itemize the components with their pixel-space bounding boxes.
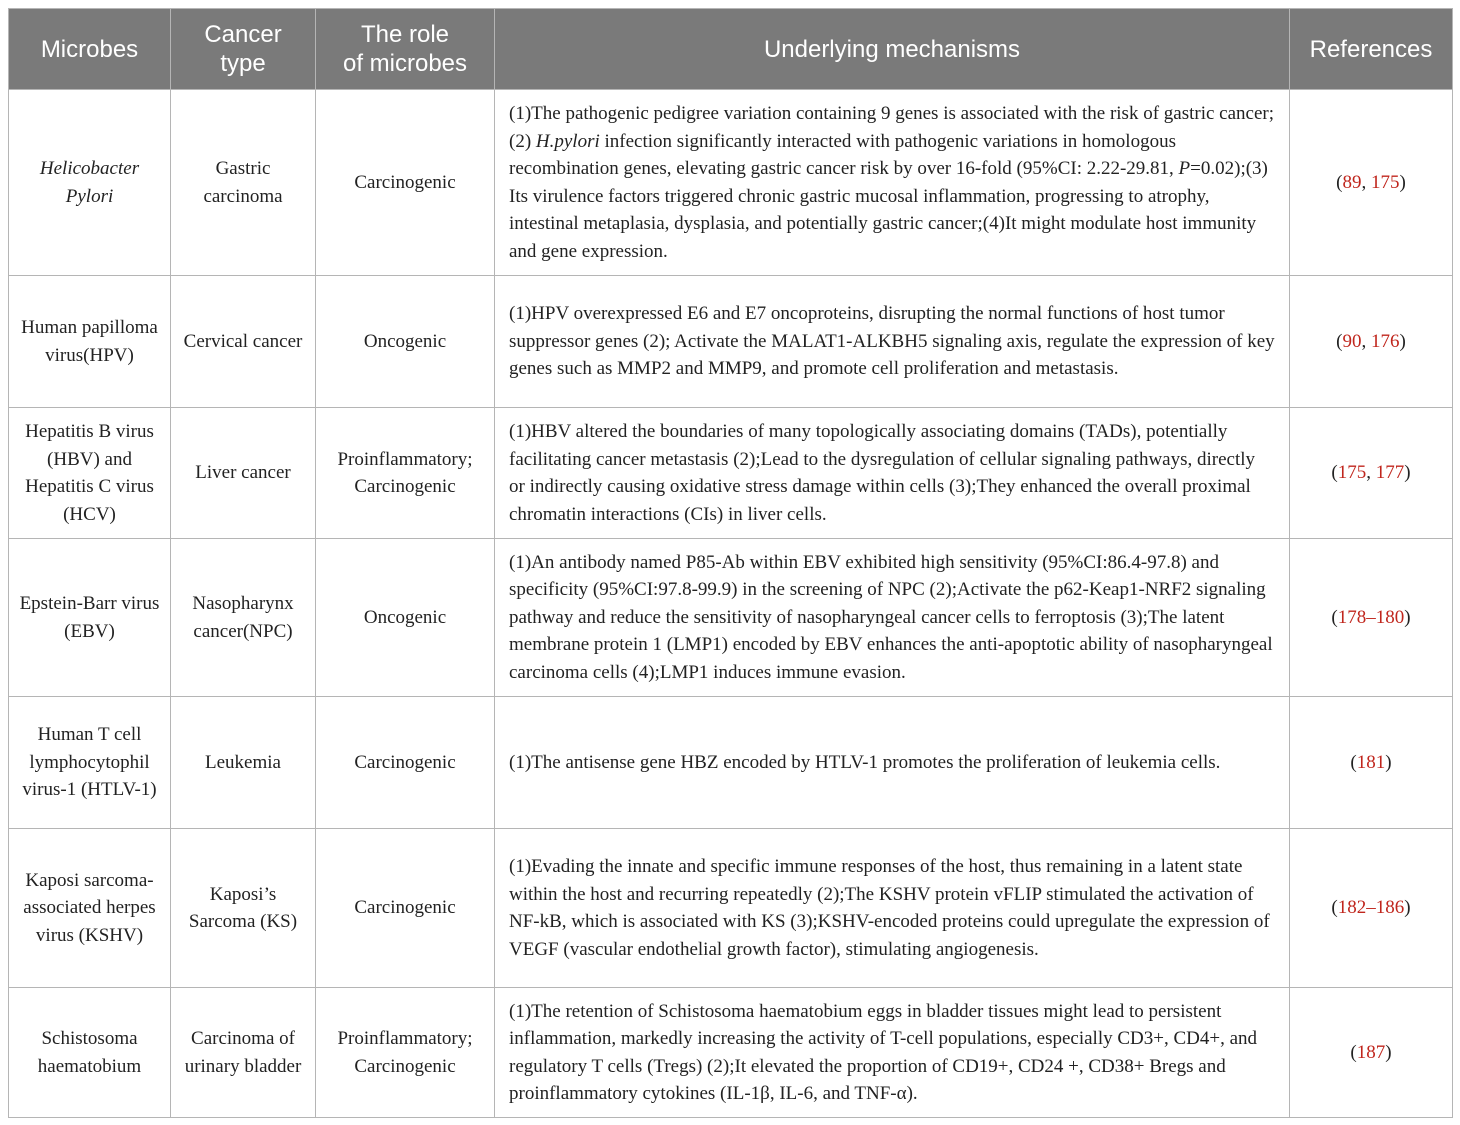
table-header	[9, 9, 1453, 90]
references-cell: (181)	[1290, 697, 1453, 829]
reference-link[interactable]: 177	[1375, 462, 1405, 484]
reference-link[interactable]: 187	[1356, 1041, 1386, 1063]
cancer-type-cell: Kaposi’s Sarcoma (KS)	[171, 829, 316, 988]
reference-link[interactable]: 182–186	[1337, 897, 1405, 919]
reference-link[interactable]: 178–180	[1337, 606, 1405, 628]
references-cell: (182–186)	[1290, 829, 1453, 988]
table-row	[9, 408, 1453, 539]
header-microbes: Microbes	[9, 9, 171, 90]
role-cell: Carcinogenic	[316, 829, 495, 988]
references-cell: (187)	[1290, 988, 1453, 1118]
table-row	[9, 539, 1453, 697]
mechanism-cell: (1)The antisense gene HBZ encoded by HTLV-1 promotes the proliferation of leukemia cells.	[495, 697, 1290, 829]
microbe-cell: Human papilloma virus(HPV)	[9, 276, 171, 408]
cancer-type-cell: Leukemia	[171, 697, 316, 829]
microbe-cell: Human T cell lymphocytophil virus-1 (HTLV-1)	[9, 697, 171, 829]
microbes-cancer-table	[8, 8, 1453, 1118]
mechanism-cell: (1)HPV overexpressed E6 and E7 oncoproteins, disrupting the normal functions of host tumor suppressor genes (2); Activate the MALAT1-ALKBH5 signaling axis, regulate the expression of key genes such as MMP2 and MMP9, and promote cell proliferation and metastasis.	[495, 276, 1290, 408]
header-cancer-type: Cancer type	[171, 9, 316, 90]
table-row	[9, 90, 1453, 276]
role-cell: Proinflammatory; Carcinogenic	[316, 408, 495, 539]
table-row	[9, 697, 1453, 829]
references-cell: (89, 175)	[1290, 90, 1453, 276]
reference-link[interactable]: 89	[1342, 171, 1362, 193]
mechanism-cell: (1)Evading the innate and specific immune responses of the host, thus remaining in a latent state within the host and recurring repeatedly (2);The KSHV protein vFLIP stimulated the activation of NF-kB, which is associated with KS (3);KSHV-encoded proteins could upregulate the expression of VEGF (vascular endothelial growth factor), stimulating angiogenesis.	[495, 829, 1290, 988]
table-row	[9, 829, 1453, 988]
role-cell: Oncogenic	[316, 276, 495, 408]
microbe-cell: Helicobacter Pylori	[9, 90, 171, 276]
table-row	[9, 276, 1453, 408]
cancer-type-cell: Gastric carcinoma	[171, 90, 316, 276]
cancer-type-cell: Liver cancer	[171, 408, 316, 539]
cancer-type-cell: Carcinoma of urinary bladder	[171, 988, 316, 1118]
references-cell: (175, 177)	[1290, 408, 1453, 539]
microbe-cell: Hepatitis B virus (HBV) and Hepatitis C virus (HCV)	[9, 408, 171, 539]
mechanism-cell: (1)HBV altered the boundaries of many topologically associating domains (TADs), potentially facilitating cancer metastasis (2);Lead to the dysregulation of cellular signaling pathways, directly or indirectly causing oxidative stress damage within cells (3);They enhanced the overall proximal chromatin interactions (CIs) in liver cells.	[495, 408, 1290, 539]
references-cell: (90, 176)	[1290, 276, 1453, 408]
role-cell: Carcinogenic	[316, 90, 495, 276]
table-row	[9, 988, 1453, 1118]
header-mechanisms: Underlying mechanisms	[495, 9, 1290, 90]
reference-link[interactable]: 181	[1356, 751, 1386, 773]
cancer-type-cell: Cervical cancer	[171, 276, 316, 408]
mechanism-cell: (1)The retention of Schistosoma haematobium eggs in bladder tissues might lead to persistent inflammation, markedly increasing the activity of T-cell populations, especially CD3+, CD4+, and regulatory T cells (Tregs) (2);It elevated the proportion of CD19+, CD24 +, CD38+ Bregs and proinflammatory cytokines (IL-1β, IL-6, and TNF-α).	[495, 988, 1290, 1118]
reference-link[interactable]: 90	[1342, 330, 1362, 352]
role-cell: Oncogenic	[316, 539, 495, 697]
header-role: The role of microbes	[316, 9, 495, 90]
references-cell: (178–180)	[1290, 539, 1453, 697]
mechanism-cell: (1)An antibody named P85-Ab within EBV exhibited high sensitivity (95%CI:86.4-97.8) and specificity (95%CI:97.8-99.9) in the screening of NPC (2);Activate the p62-Keap1-NRF2 signaling pathway and reduce the sensitivity of nasopharyngeal cancer cells to ferroptosis (3);The latent membrane protein 1 (LMP1) encoded by EBV enhances the anti-apoptotic ability of nasopharyngeal carcinoma cells (4);LMP1 induces immune evasion.	[495, 539, 1290, 697]
reference-link[interactable]: 175	[1337, 462, 1367, 484]
header-references: References	[1290, 9, 1453, 90]
role-cell: Carcinogenic	[316, 697, 495, 829]
microbe-cell: Epstein-Barr virus (EBV)	[9, 539, 171, 697]
mechanism-cell: (1)The pathogenic pedigree variation containing 9 genes is associated with the risk of gastric cancer;(2) H.pylori infection significantly interacted with pathogenic variations in homologous recombination genes, elevating gastric cancer risk by over 16-fold (95%CI: 2.22-29.81, P=0.02);(3) Its virulence factors triggered chronic gastric mucosal inflammation, progressing to atrophy, intestinal metaplasia, dysplasia, and potentially gastric cancer;(4)It might modulate host immunity and gene expression.	[495, 90, 1290, 276]
microbe-cell: Kaposi sarcoma-associated herpes virus (KSHV)	[9, 829, 171, 988]
cancer-type-cell: Nasopharynx cancer(NPC)	[171, 539, 316, 697]
microbe-cell: Schistosoma haematobium	[9, 988, 171, 1118]
reference-link[interactable]: 175	[1371, 171, 1400, 193]
role-cell: Proinflammatory; Carcinogenic	[316, 988, 495, 1118]
reference-link[interactable]: 176	[1371, 330, 1400, 352]
